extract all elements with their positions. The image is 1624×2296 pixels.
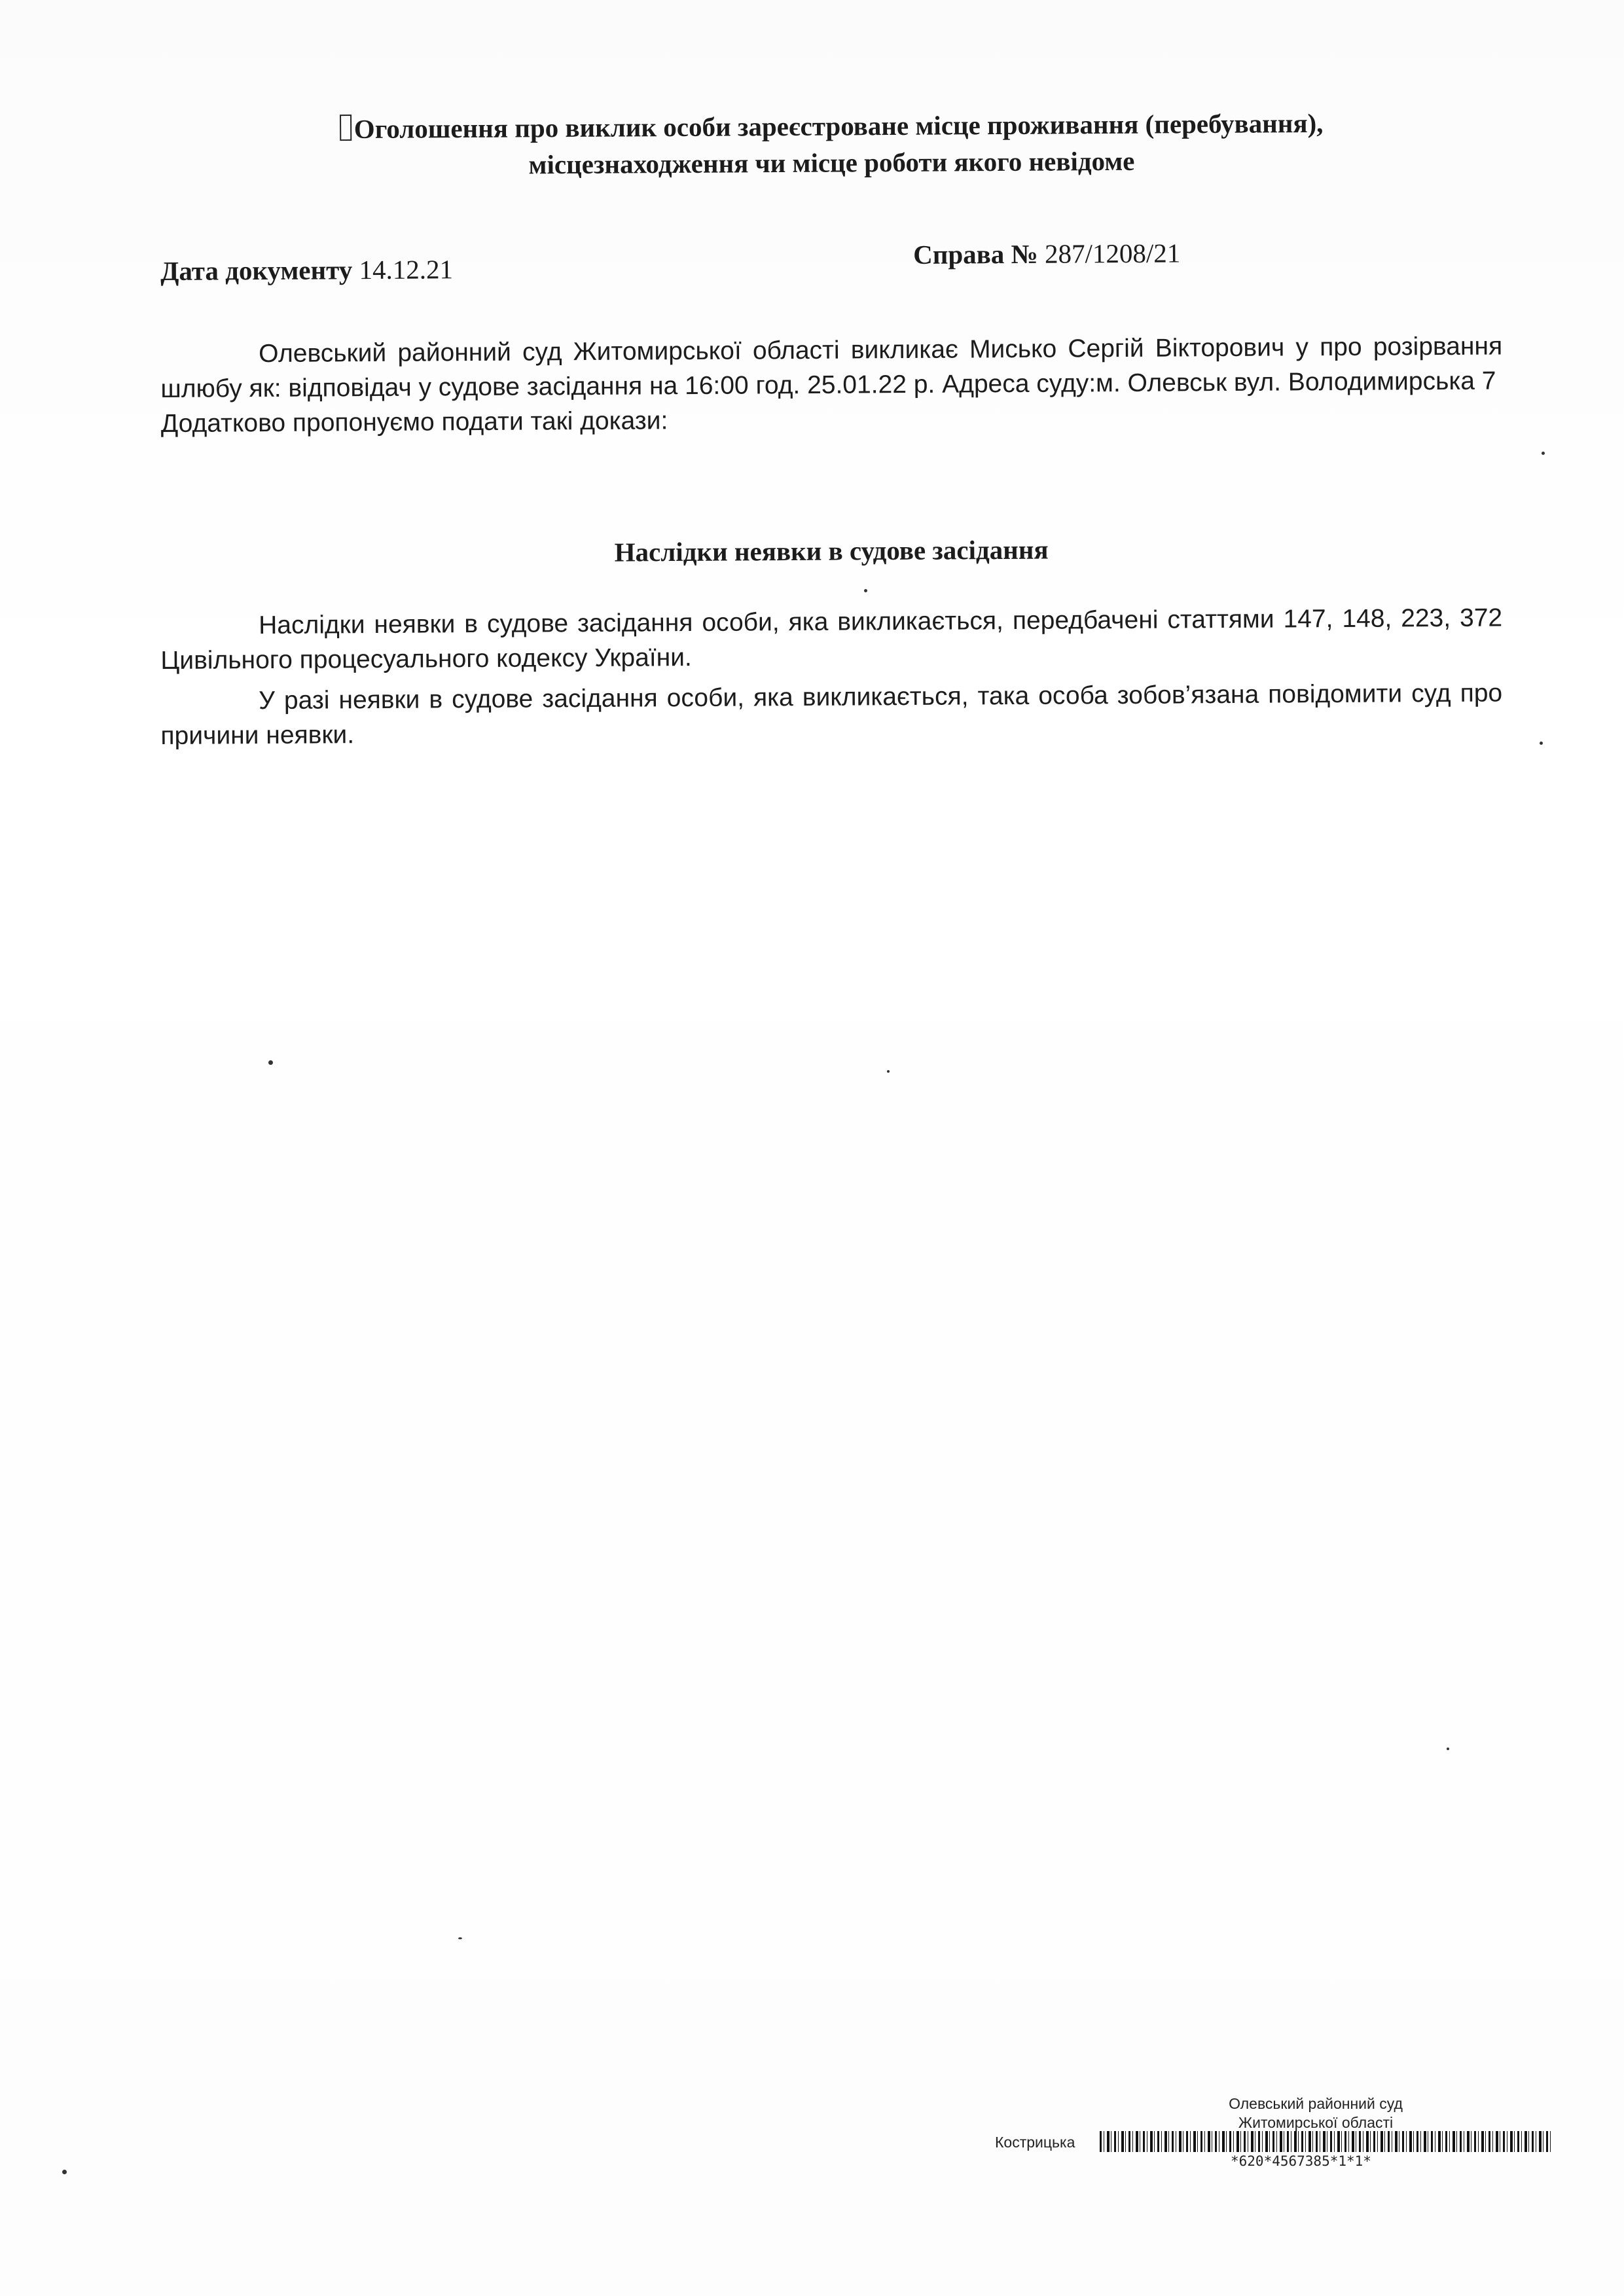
title-line-2: місцезнаходження чи місце роботи якого невідоме <box>528 145 1135 180</box>
scan-speck <box>1447 1748 1449 1750</box>
consequences-text-1: Наслідки неявки в судове засідання особи, яка викликається, передбачені статтями 147, 148, 223, 372 Цивільного процесуального кодексу України. <box>160 603 1503 675</box>
stamp-court-line-1: Олевський районний суд <box>1229 2095 1403 2112</box>
scan-speck <box>1540 742 1543 745</box>
scan-speck <box>887 1070 890 1073</box>
stamp-court-name <box>1211 2094 1420 2132</box>
barcode-number: *620*4567385*1*1* <box>1231 2153 1371 2169</box>
case-label: Справа № <box>913 238 1038 270</box>
consequences-text-2: У разі неявки в судове засідання особи, яка викликається, така особа зобов’язана повідомити суд про причини неявки. <box>160 679 1503 750</box>
scan-speck <box>268 1060 273 1065</box>
date-value: 14.12.21 <box>359 254 454 285</box>
summons-text: Олевський районний суд Житомирської області викликає Мисько Сергій Вікторович у про розірвання шлюбу як: відповідач у судове засідання на 16:00 год. 25.01.22 р. Адреса суду:м. Олевськ вул. Володимирська 7 <box>160 332 1503 403</box>
case-value: 287/1208/21 <box>1044 238 1181 269</box>
scan-speck <box>1542 452 1545 455</box>
case-number <box>913 238 1180 270</box>
scan-speck <box>458 1937 462 1939</box>
stamp-sender: Кострицька <box>995 2134 1075 2151</box>
consequences-paragraph-2 <box>160 675 1503 753</box>
registry-stamp <box>995 2094 1551 2173</box>
document-title <box>249 104 1415 185</box>
stamp-court-line-2: Житомирської області <box>1238 2114 1394 2131</box>
scan-speck <box>62 2170 67 2174</box>
summons-paragraph <box>160 329 1503 441</box>
evidence-request: Додатково пропонуємо подати такі докази: <box>160 406 668 438</box>
title-line-1-text: Оголошення про виклик особи зареєстроване місце проживання (перебування), <box>353 107 1324 145</box>
missing-glyph-box <box>340 115 352 141</box>
consequences-heading: Наслідки неявки в судове засідання <box>614 534 1049 567</box>
document-date <box>160 253 453 287</box>
barcode <box>1100 2131 1551 2152</box>
title-line-1 <box>249 104 1414 148</box>
consequences-paragraph-1 <box>160 600 1503 678</box>
scan-speck <box>864 589 867 592</box>
date-label: Дата документу <box>160 255 353 286</box>
